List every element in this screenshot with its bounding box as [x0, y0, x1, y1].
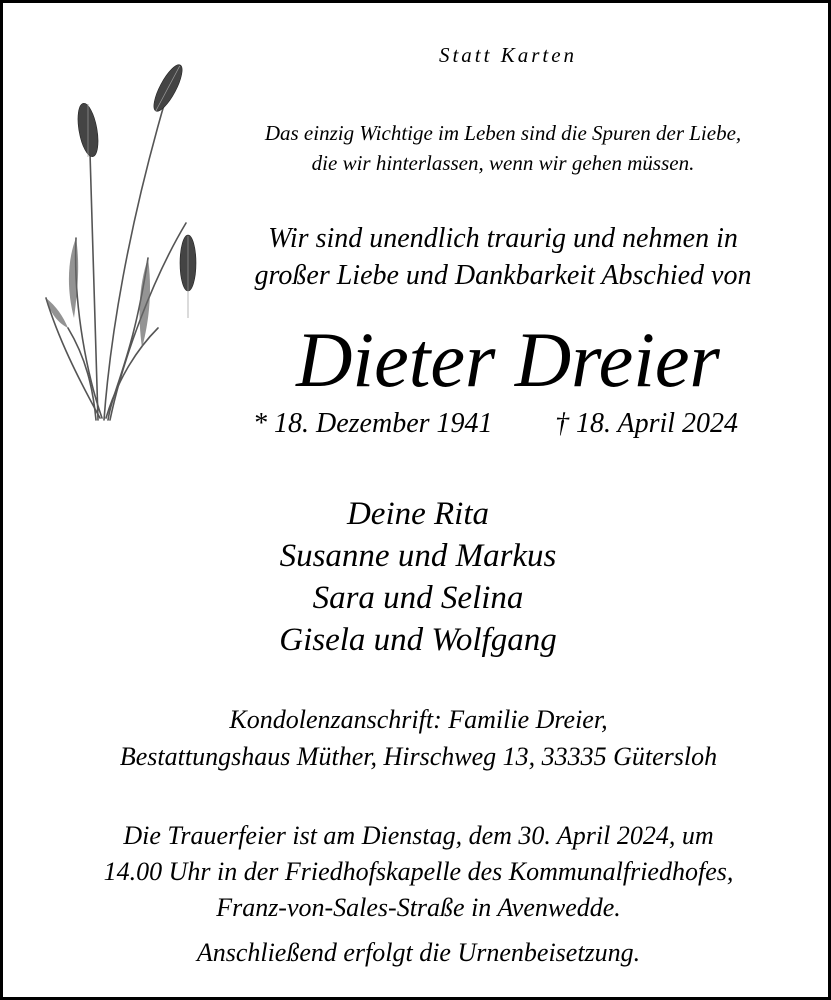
- funeral-info-line-3: Franz-von-Sales-Straße in Avenwedde.: [216, 893, 621, 922]
- condolence-address-line-1: Kondolenzanschrift: Familie Dreier,: [229, 705, 608, 734]
- quote-line-1: Das einzig Wichtige im Leben sind die Spuren der Liebe,: [264, 121, 742, 145]
- family-member: Susanne und Markus: [279, 538, 557, 574]
- header-statt-karten: Statt Karten: [438, 43, 578, 67]
- family-member: Deine Rita: [346, 496, 490, 532]
- death-date: † 18. April 2024: [555, 408, 739, 439]
- burial-note: Anschließend erfolgt die Urnenbeisetzung.: [196, 938, 641, 967]
- quote-line-2: die wir hinterlassen, wenn wir gehen müssen.: [311, 151, 695, 175]
- funeral-info-line-2: 14.00 Uhr in der Friedhofskapelle des Kommunalfriedhofes,: [103, 857, 734, 886]
- condolence-address-line-2: Bestattungshaus Müther, Hirschweg 13, 33335 Gütersloh: [119, 742, 718, 771]
- intro-line-2: großer Liebe und Dankbarkeit Abschied von: [254, 260, 752, 291]
- intro-line-1: Wir sind unendlich traurig und nehmen in: [268, 223, 738, 254]
- funeral-info-line-1: Die Trauerfeier ist am Dienstag, dem 30. April 2024, um: [123, 821, 714, 850]
- birth-date: * 18. Dezember 1941: [253, 408, 493, 439]
- family-member: Gisela und Wolfgang: [279, 622, 557, 658]
- family-member: Sara und Selina: [312, 580, 524, 616]
- deceased-name: Dieter Dreier: [296, 316, 720, 403]
- wheat-ears-icon: [38, 58, 213, 428]
